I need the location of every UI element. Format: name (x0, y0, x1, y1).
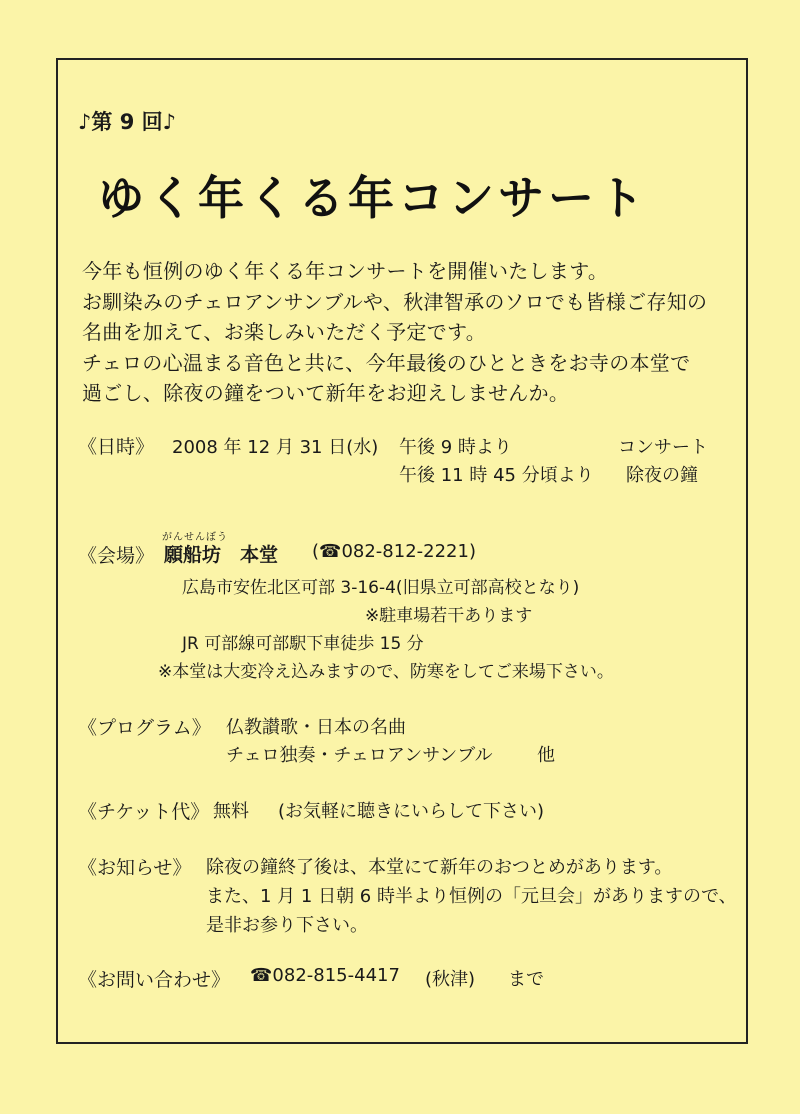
venue-label: 《会場》 (78, 545, 155, 567)
intro-line: チェロの心温まる音色と共に、今年最後のひとときをお寺の本堂で (82, 350, 691, 375)
venue-access: JR 可部線可部駅下車徒歩 15 分 (182, 634, 424, 654)
intro-line: 過ごし、除夜の鐘をついて新年をお迎えしませんか。 (82, 381, 570, 405)
notice-label: 《お知らせ》 (78, 857, 192, 879)
venue-note: ※本堂は大変冷え込みますので、防寒をしてご来場下さい。 (158, 662, 614, 682)
intro-line: お馴染みのチェロアンサンブルや、秋津智承のソロでも皆様ご存知の (82, 289, 708, 314)
venue-address: 広島市安佐北区可部 3-16-4(旧県立可部高校となり) (182, 578, 580, 598)
concert-date: 2008 年 12 月 31 日(水) (172, 437, 379, 458)
concert-time: 午後 9 時より (399, 437, 512, 458)
venue-ruby: がんせんぼう (162, 532, 228, 543)
ticket-price: 無料 (213, 801, 249, 822)
venue-tel: (☎082-812-2221) (312, 541, 476, 562)
notice-line-3: 是非お参り下さい。 (206, 915, 368, 936)
program-other: 他 (537, 745, 555, 766)
contact-name: (秋津) (425, 969, 476, 990)
edition-label: ♪第 9 回♪ (78, 110, 177, 134)
notice-line-2: また、1 月 1 日朝 6 時半より恒例の「元旦会」がありますので、 (206, 886, 737, 907)
bell-time: 午後 11 時 45 分頃より (399, 465, 594, 486)
ticket-label: 《チケット代》 (78, 801, 210, 823)
notice-line-1: 除夜の鐘終了後は、本堂にて新年のおつとめがあります。 (206, 857, 673, 878)
ticket-note: (お気軽に聴きにいらして下さい) (278, 801, 545, 822)
contact-suffix: まで (508, 969, 544, 990)
contact-label: 《お問い合わせ》 (78, 969, 231, 991)
intro-paragraph (82, 256, 707, 409)
program-label: 《プログラム》 (78, 717, 211, 739)
program-line-2: チェロ独奏・チェロアンサンブル (226, 745, 493, 766)
venue-parking: ※駐車場若干あります (365, 606, 533, 626)
bell-event: 除夜の鐘 (626, 465, 698, 486)
datetime-label: 《日時》 (78, 436, 155, 458)
intro-line: 今年も恒例のゆく年くる年コンサートを開催いたします。 (82, 259, 609, 283)
venue-name: 願船坊 本堂 (164, 544, 279, 566)
intro-line: 名曲を加えて、お楽しみいただく予定です。 (82, 320, 486, 344)
contact-tel: ☎082-815-4417 (250, 965, 400, 986)
program-line-1: 仏教讃歌・日本の名曲 (226, 717, 406, 738)
concert-event: コンサート (618, 437, 708, 458)
concert-title: ゆく年くる年コンサート (98, 171, 648, 225)
